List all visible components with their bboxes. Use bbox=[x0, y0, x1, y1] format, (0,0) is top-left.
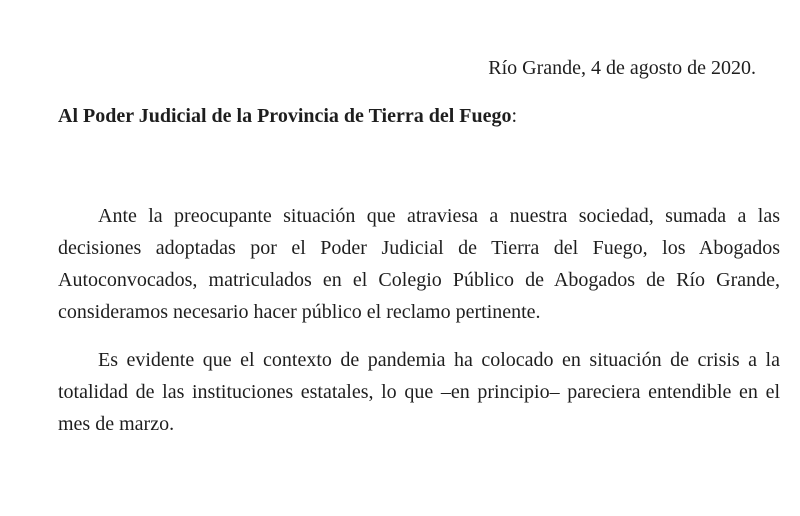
paragraph-2-line-3: mes de marzo. bbox=[58, 413, 175, 435]
paragraph-1-line-1: Ante la preocupante situación que atraviesa a nuestra sociedad, sumada a las bbox=[98, 205, 780, 227]
salutation-colon: : bbox=[511, 105, 518, 127]
dateline: Río Grande, 4 de agosto de 2020. bbox=[488, 57, 756, 79]
paragraph-1 bbox=[58, 200, 780, 328]
salutation bbox=[58, 100, 780, 132]
paragraph-1-line-4: consideramos necesario hacer público el reclamo pertinente. bbox=[58, 301, 541, 323]
paragraph-1-line-3: Autoconvocados, matriculados en el Colegio Público de Abogados de Río Grande, bbox=[58, 269, 780, 291]
salutation-text: Al Poder Judicial de la Provincia de Tierra del Fuego bbox=[58, 105, 512, 127]
paragraph-2-line-2: totalidad de las instituciones estatales, lo que –en principio– pareciera entendible en el bbox=[58, 381, 780, 403]
paragraph-2 bbox=[58, 344, 780, 440]
paragraph-1-line-2: decisiones adoptadas por el Poder Judicial de Tierra del Fuego, los Abogados bbox=[58, 237, 780, 259]
paragraph-2-line-1: Es evidente que el contexto de pandemia ha colocado en situación de crisis a la bbox=[98, 349, 780, 371]
